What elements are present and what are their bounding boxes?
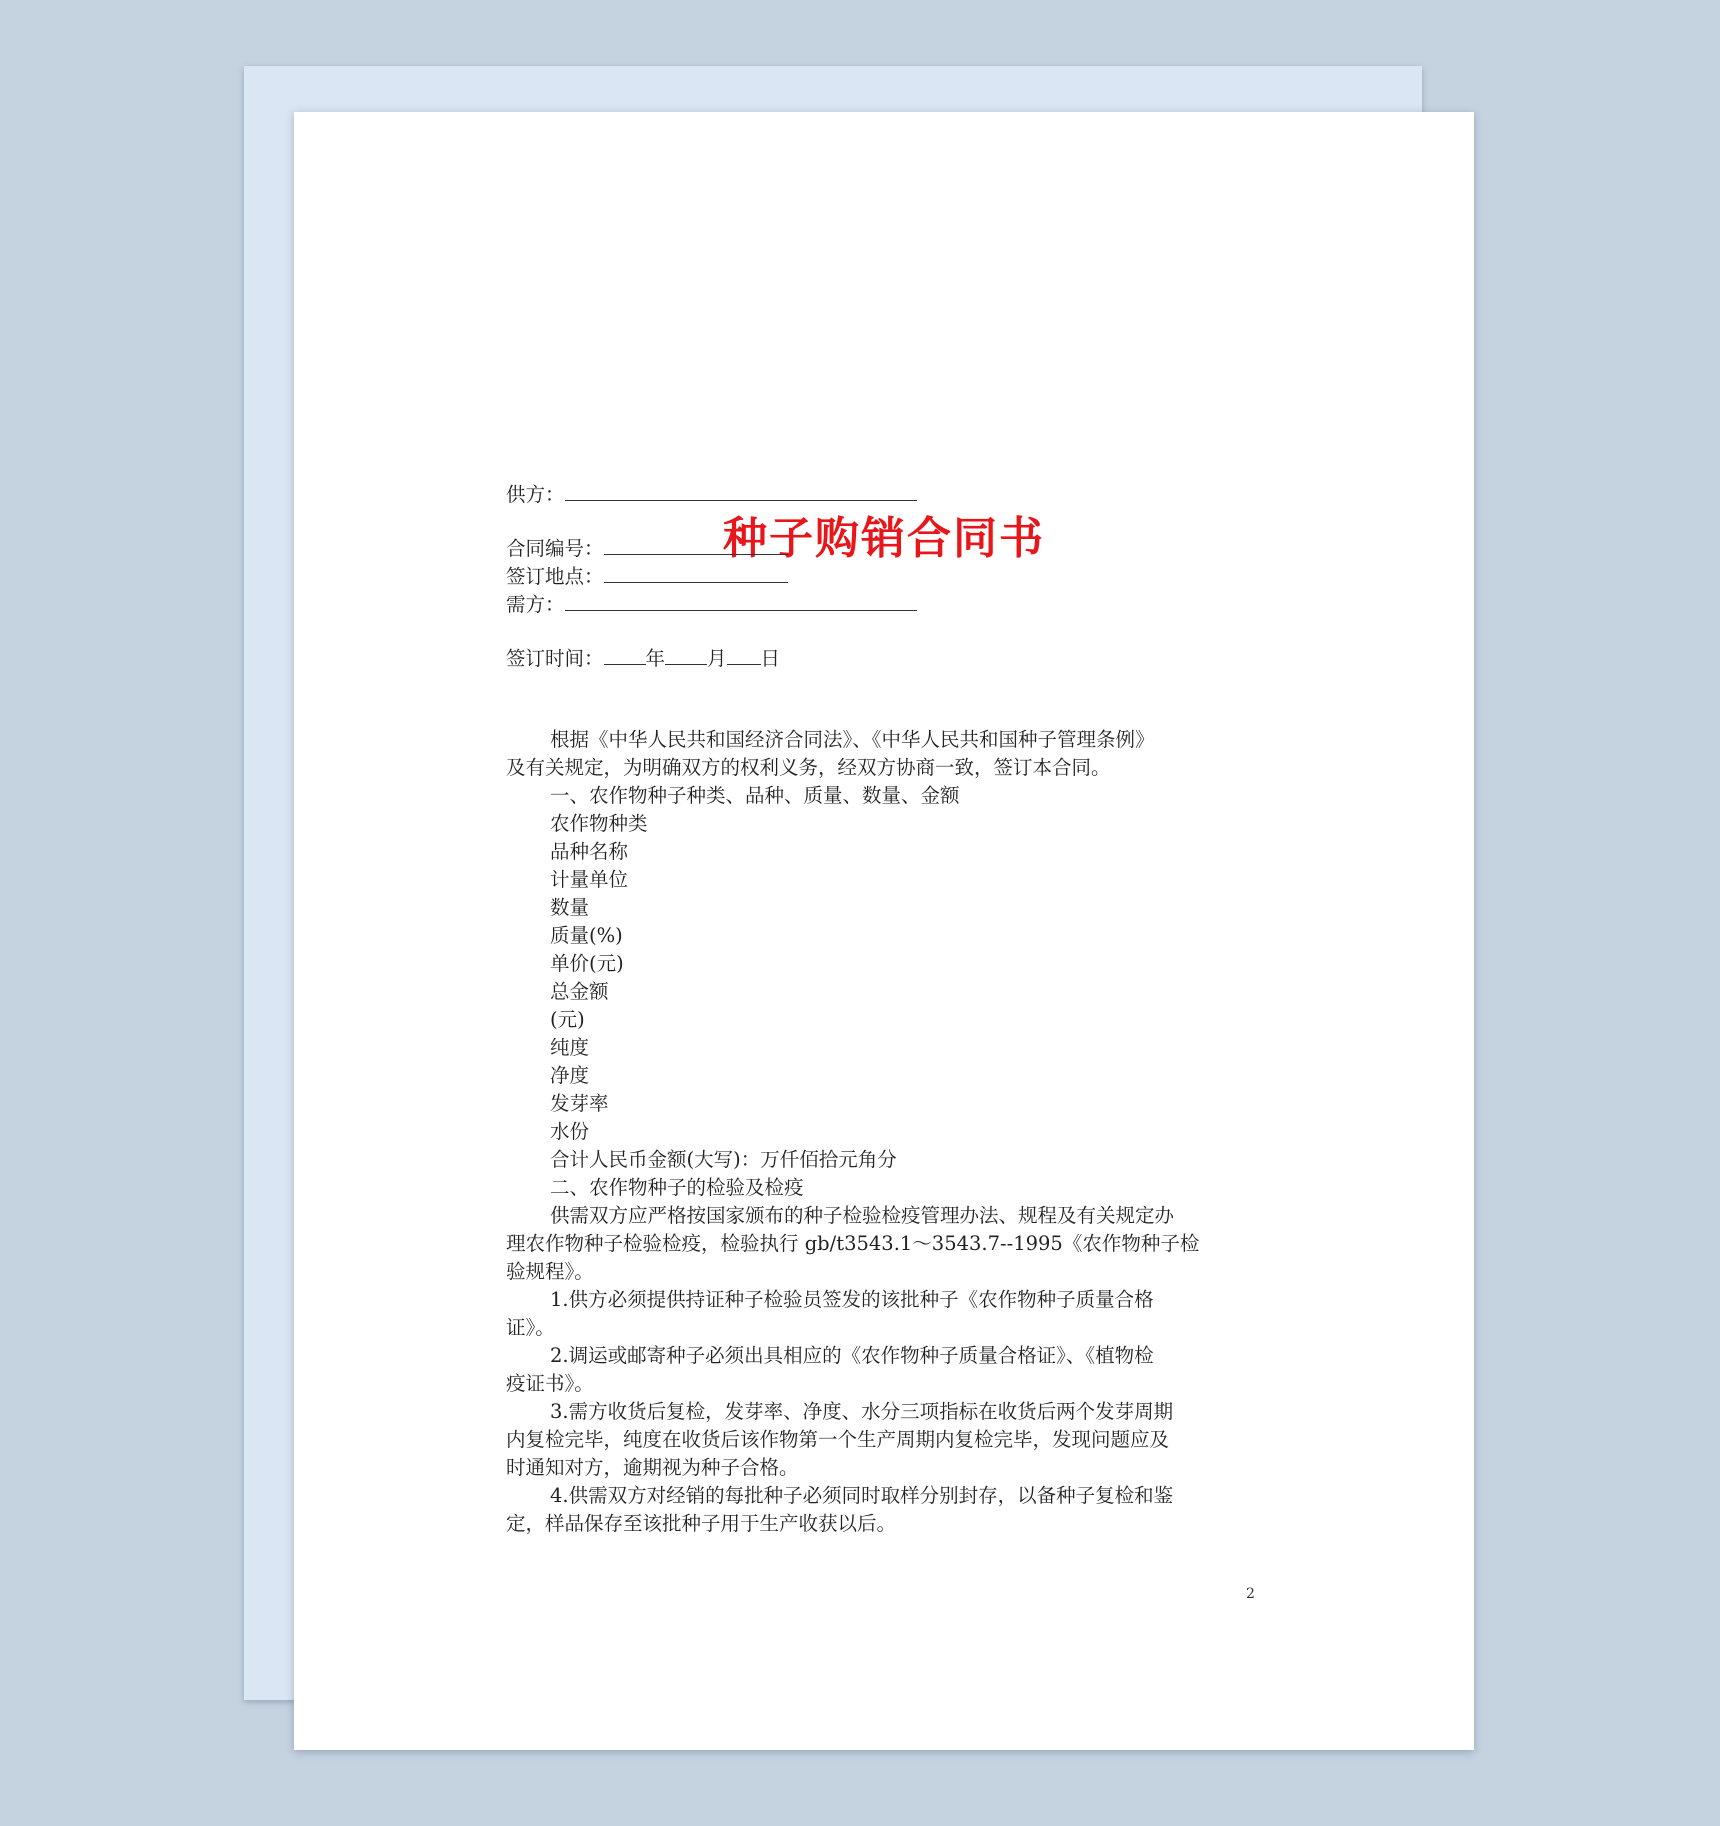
contract-no-underline bbox=[604, 536, 788, 555]
contract-no-field bbox=[506, 535, 788, 563]
section2-item4-line: 4.供需双方对经销的每批种子必须同时取样分别封存，以备种子复检和鉴 bbox=[550, 1484, 1174, 1507]
sign-place-field bbox=[506, 563, 788, 591]
buyer-underline bbox=[565, 592, 917, 611]
day-underline bbox=[727, 646, 761, 665]
section2-para-line: 供需双方应严格按国家颁布的种子检验检疫管理办法、规程及有关规定办 bbox=[550, 1204, 1175, 1227]
supplier-field bbox=[506, 481, 917, 509]
section2-item4-line: 定，样品保存至该批种子用于生产收获以后。 bbox=[506, 1512, 897, 1535]
section1-total: 合计人民币金额(大写)：万仟佰拾元角分 bbox=[550, 1148, 897, 1171]
intro-line: 及有关规定，为明确双方的权利义务，经双方协商一致，签订本合同。 bbox=[506, 756, 1111, 779]
intro-line: 根据《中华人民共和国经济合同法》、《中华人民共和国种子管理条例》 bbox=[550, 728, 1155, 751]
year-label: 年 bbox=[645, 647, 666, 670]
section2-heading: 二、农作物种子的检验及检疫 bbox=[550, 1176, 804, 1199]
section1-item: 总金额 bbox=[550, 980, 609, 1003]
section1-item: 农作物种类 bbox=[550, 812, 648, 835]
section2-item2-line: 疫证书》。 bbox=[506, 1372, 594, 1395]
month-underline bbox=[665, 646, 707, 665]
document-title: 种子购销合同书 bbox=[723, 513, 1045, 564]
document-page bbox=[294, 112, 1474, 1750]
year-underline bbox=[604, 646, 646, 665]
buyer-label: 需方： bbox=[506, 593, 565, 616]
section1-item: 计量单位 bbox=[550, 868, 629, 891]
section1-item: 数量 bbox=[550, 896, 590, 919]
section2-item3-line: 3.需方收货后复检，发芽率、净度、水分三项指标在收货后两个发芽周期 bbox=[550, 1400, 1174, 1423]
section1-item: (元) bbox=[550, 1008, 585, 1031]
section1-item: 质量(%) bbox=[550, 924, 623, 947]
section2-item1-line: 证》。 bbox=[506, 1316, 555, 1339]
section1-item: 水份 bbox=[550, 1120, 590, 1143]
sign-place-label: 签订地点： bbox=[506, 565, 604, 588]
section2-item2-line: 2.调运或邮寄种子必须出具相应的《农作物种子质量合格证》、《植物检 bbox=[550, 1344, 1154, 1367]
page-number: 2 bbox=[1246, 1586, 1255, 1602]
section2-para-line: 理农作物种子检验检疫，检验执行 gb/t3543.1～3543.7--1995《农作物种子检 bbox=[506, 1232, 1200, 1255]
section2-item3-line: 内复检完毕，纯度在收货后该作物第一个生产周期内复检完毕，发现问题应及 bbox=[506, 1428, 1170, 1451]
buyer-field bbox=[506, 591, 917, 619]
sign-place-underline bbox=[604, 564, 788, 583]
supplier-label: 供方： bbox=[506, 483, 565, 506]
supplier-underline bbox=[565, 482, 917, 501]
contract-no-label: 合同编号： bbox=[506, 537, 604, 560]
section1-item: 单价(元) bbox=[550, 952, 624, 975]
day-label: 日 bbox=[760, 647, 781, 670]
section2-para-line: 验规程》。 bbox=[506, 1260, 594, 1283]
section1-item: 纯度 bbox=[550, 1036, 590, 1059]
sign-time-field bbox=[506, 645, 780, 673]
section2-item1-line: 1.供方必须提供持证种子检验员签发的该批种子《农作物种子质量合格 bbox=[550, 1288, 1154, 1311]
section1-heading: 一、农作物种子种类、品种、质量、数量、金额 bbox=[550, 784, 960, 807]
section2-item3-line: 时通知对方，逾期视为种子合格。 bbox=[506, 1456, 799, 1479]
month-label: 月 bbox=[707, 647, 727, 670]
section1-item: 净度 bbox=[550, 1064, 590, 1087]
section1-item: 发芽率 bbox=[550, 1092, 609, 1115]
sign-time-label: 签订时间： bbox=[506, 647, 604, 670]
section1-item: 品种名称 bbox=[550, 840, 629, 863]
